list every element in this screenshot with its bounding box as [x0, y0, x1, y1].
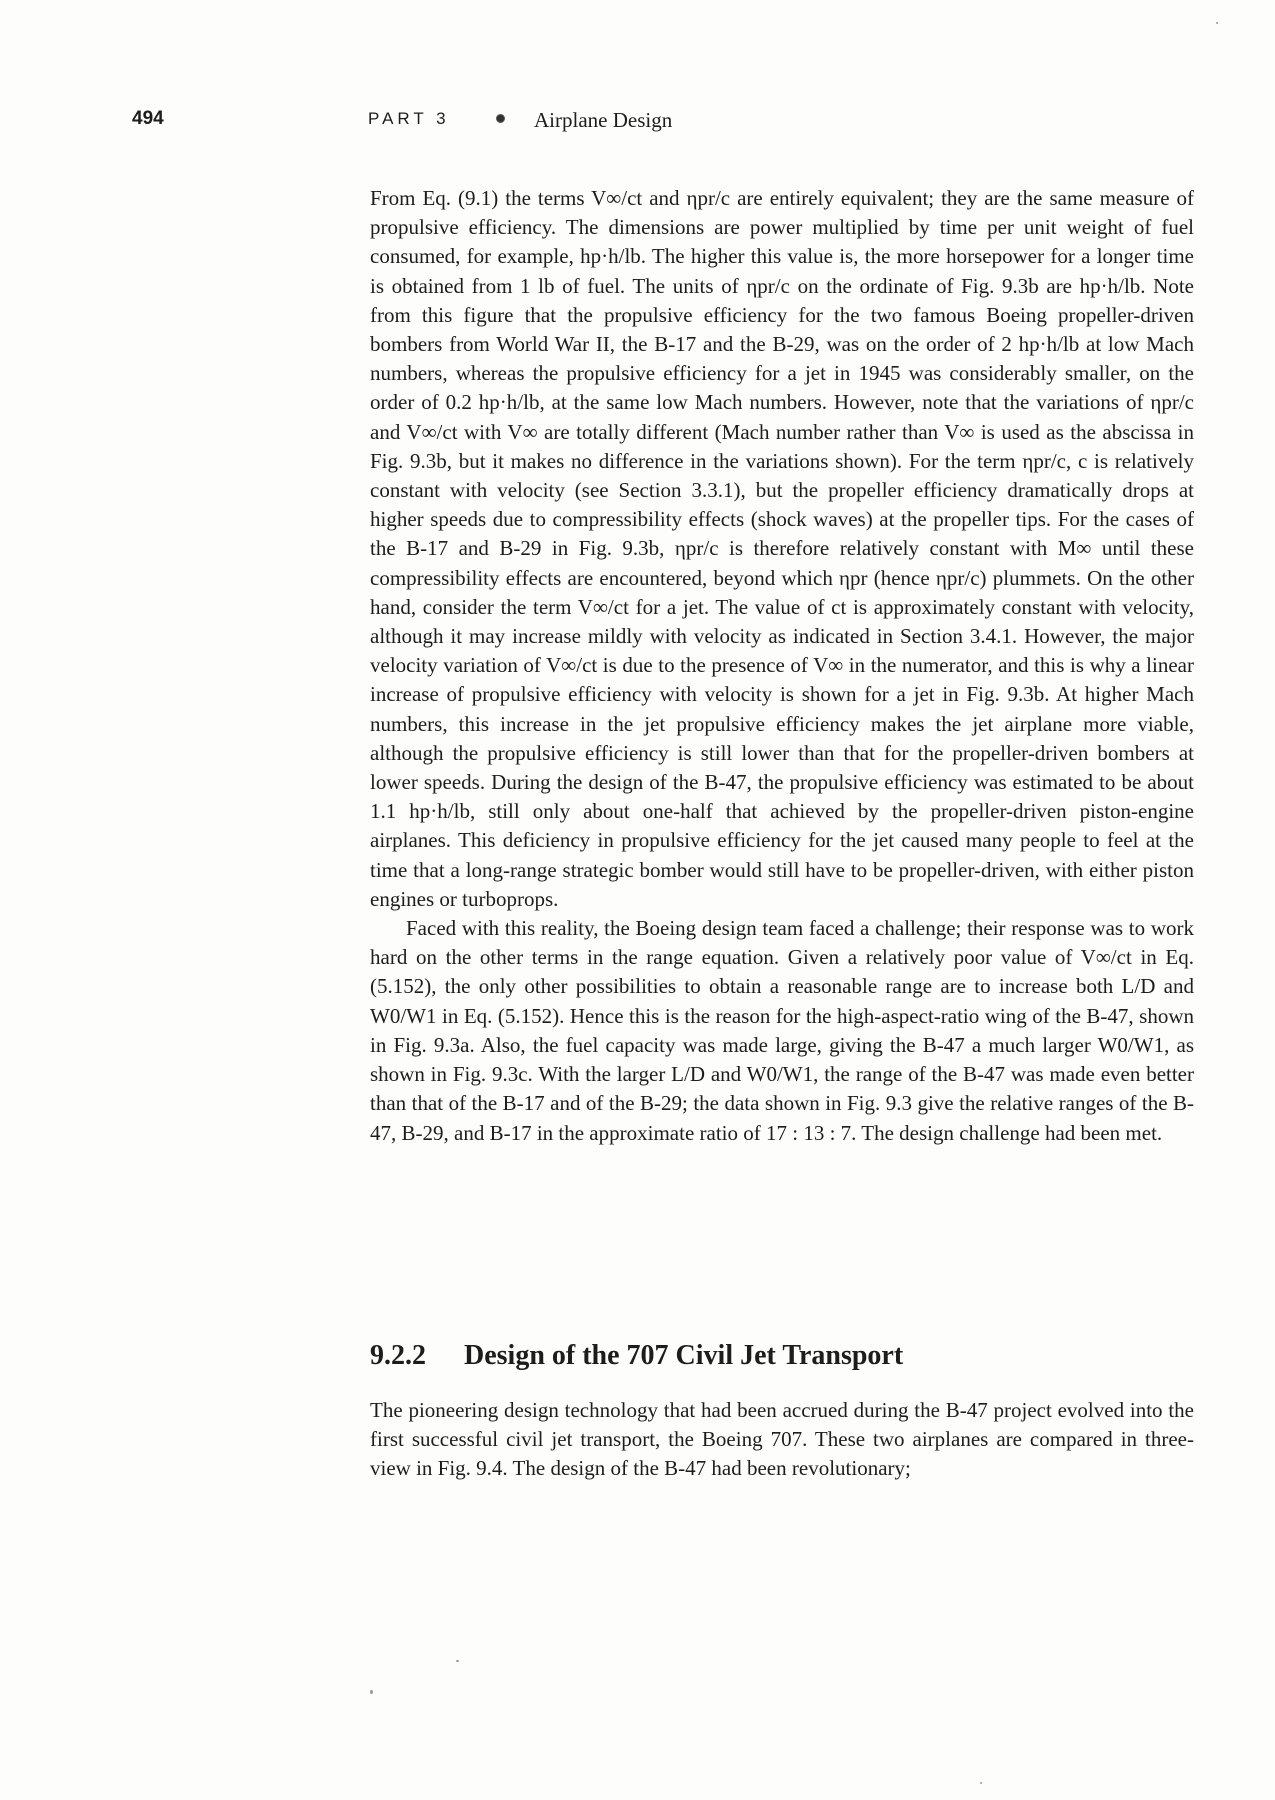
- section-number: 9.2.2: [370, 1340, 426, 1371]
- paragraph-design-challenge: Faced with this reality, the Boeing design team faced a challenge; their response was to work hard on the other terms in the range equation. Given a relatively poor value of V∞/ct in Eq. (5.152), the only other possibilities to obtain a reasonable range are to increase both L/D and W0/W1 in Eq. (5.152). Hence this is the reason for the high-aspect-ratio wing of the B-47, shown in Fig. 9.3a. Also, the fuel capacity was made large, giving the B-47 a much larger W0/W1, as shown in Fig. 9.3c. With the larger L/D and W0/W1, the range of the B-47 was made even better than that of the B-17 and of the B-29; the data shown in Fig. 9.3 give the relative ranges of the B-47, B-29, and B-17 in the approximate ratio of 17 : 13 : 7. The design challenge had been met.: [370, 916, 1194, 1145]
- scan-speck: [456, 1660, 459, 1662]
- running-header: [0, 108, 1275, 138]
- section-body: [370, 1396, 1194, 1484]
- scan-speck: [1216, 22, 1218, 24]
- page-number: 494: [132, 108, 164, 129]
- scan-speck: [370, 1690, 373, 1694]
- paragraph-propulsive-efficiency: From Eq. (9.1) the terms V∞/ct and ηpr/c are entirely equivalent; they are the same measure of propulsive efficiency. The dimensions are power multiplied by time per unit weight of fuel consumed, for example, hp·h/lb. The higher this value is, the more horsepower for a longer time is obtained from 1 lb of fuel. The units of ηpr/c on the ordinate of Fig. 9.3b are hp·h/lb. Note from this figure that the propulsive efficiency for the two famous Boeing propeller-driven bombers from World War II, the B-17 and the B-29, was on the order of 2 hp·h/lb at low Mach numbers, whereas the propulsive efficiency for a jet in 1945 was considerably smaller, on the order of 0.2 hp·h/lb, at the same low Mach numbers. However, note that the variations of ηpr/c and V∞/ct with V∞ are totally different (Mach number rather than V∞ is used as the abscissa in Fig. 9.3b, but it makes no difference in the variations shown). For the term ηpr/c, c is relatively constant with velocity (see Section 3.3.1), but the propeller efficiency dramatically drops at higher speeds due to compressibility effects (shock waves) at the propeller tips. For the cases of the B-17 and B-29 in Fig. 9.3b, ηpr/c is therefore relatively constant with M∞ until these compressibility effects are encountered, beyond which ηpr (hence ηpr/c) plummets. On the other hand, consider the term V∞/ct for a jet. The value of ct is approximately constant with velocity, although it may increase mildly with velocity as indicated in Section 3.4.1. However, the major velocity variation of V∞/ct is due to the presence of V∞ in the numerator, and this is why a linear increase of propulsive efficiency with velocity is shown for a jet in Fig. 9.3b. At higher Mach numbers, this increase in the jet propulsive efficiency makes the jet airplane more viable, although the propulsive efficiency is still lower than that for the propeller-driven bombers at lower speeds. During the design of the B-47, the propulsive efficiency was estimated to be about 1.1 hp·h/lb, still only about one-half that achieved by the propeller-driven piston-engine airplanes. This deficiency in propulsive efficiency for the jet caused many people to feel at the time that a long-range strategic bomber would still have to be propeller-driven, with either piston engines or turboprops.: [370, 186, 1194, 911]
- body-text: [370, 184, 1194, 1148]
- part-label: PART 3: [368, 109, 450, 128]
- section-heading: [370, 1340, 1194, 1372]
- running-title: Airplane Design: [534, 108, 673, 132]
- bullet-icon: [496, 114, 505, 123]
- paragraph-707-intro: The pioneering design technology that had been accrued during the B-47 project evolved into the first successful civil jet transport, the Boeing 707. These two airplanes are compared in three-view in Fig. 9.4. The design of the B-47 had been revolutionary;: [370, 1398, 1194, 1481]
- section-title: Design of the 707 Civil Jet Transport: [464, 1340, 904, 1371]
- scan-speck: [980, 1782, 982, 1784]
